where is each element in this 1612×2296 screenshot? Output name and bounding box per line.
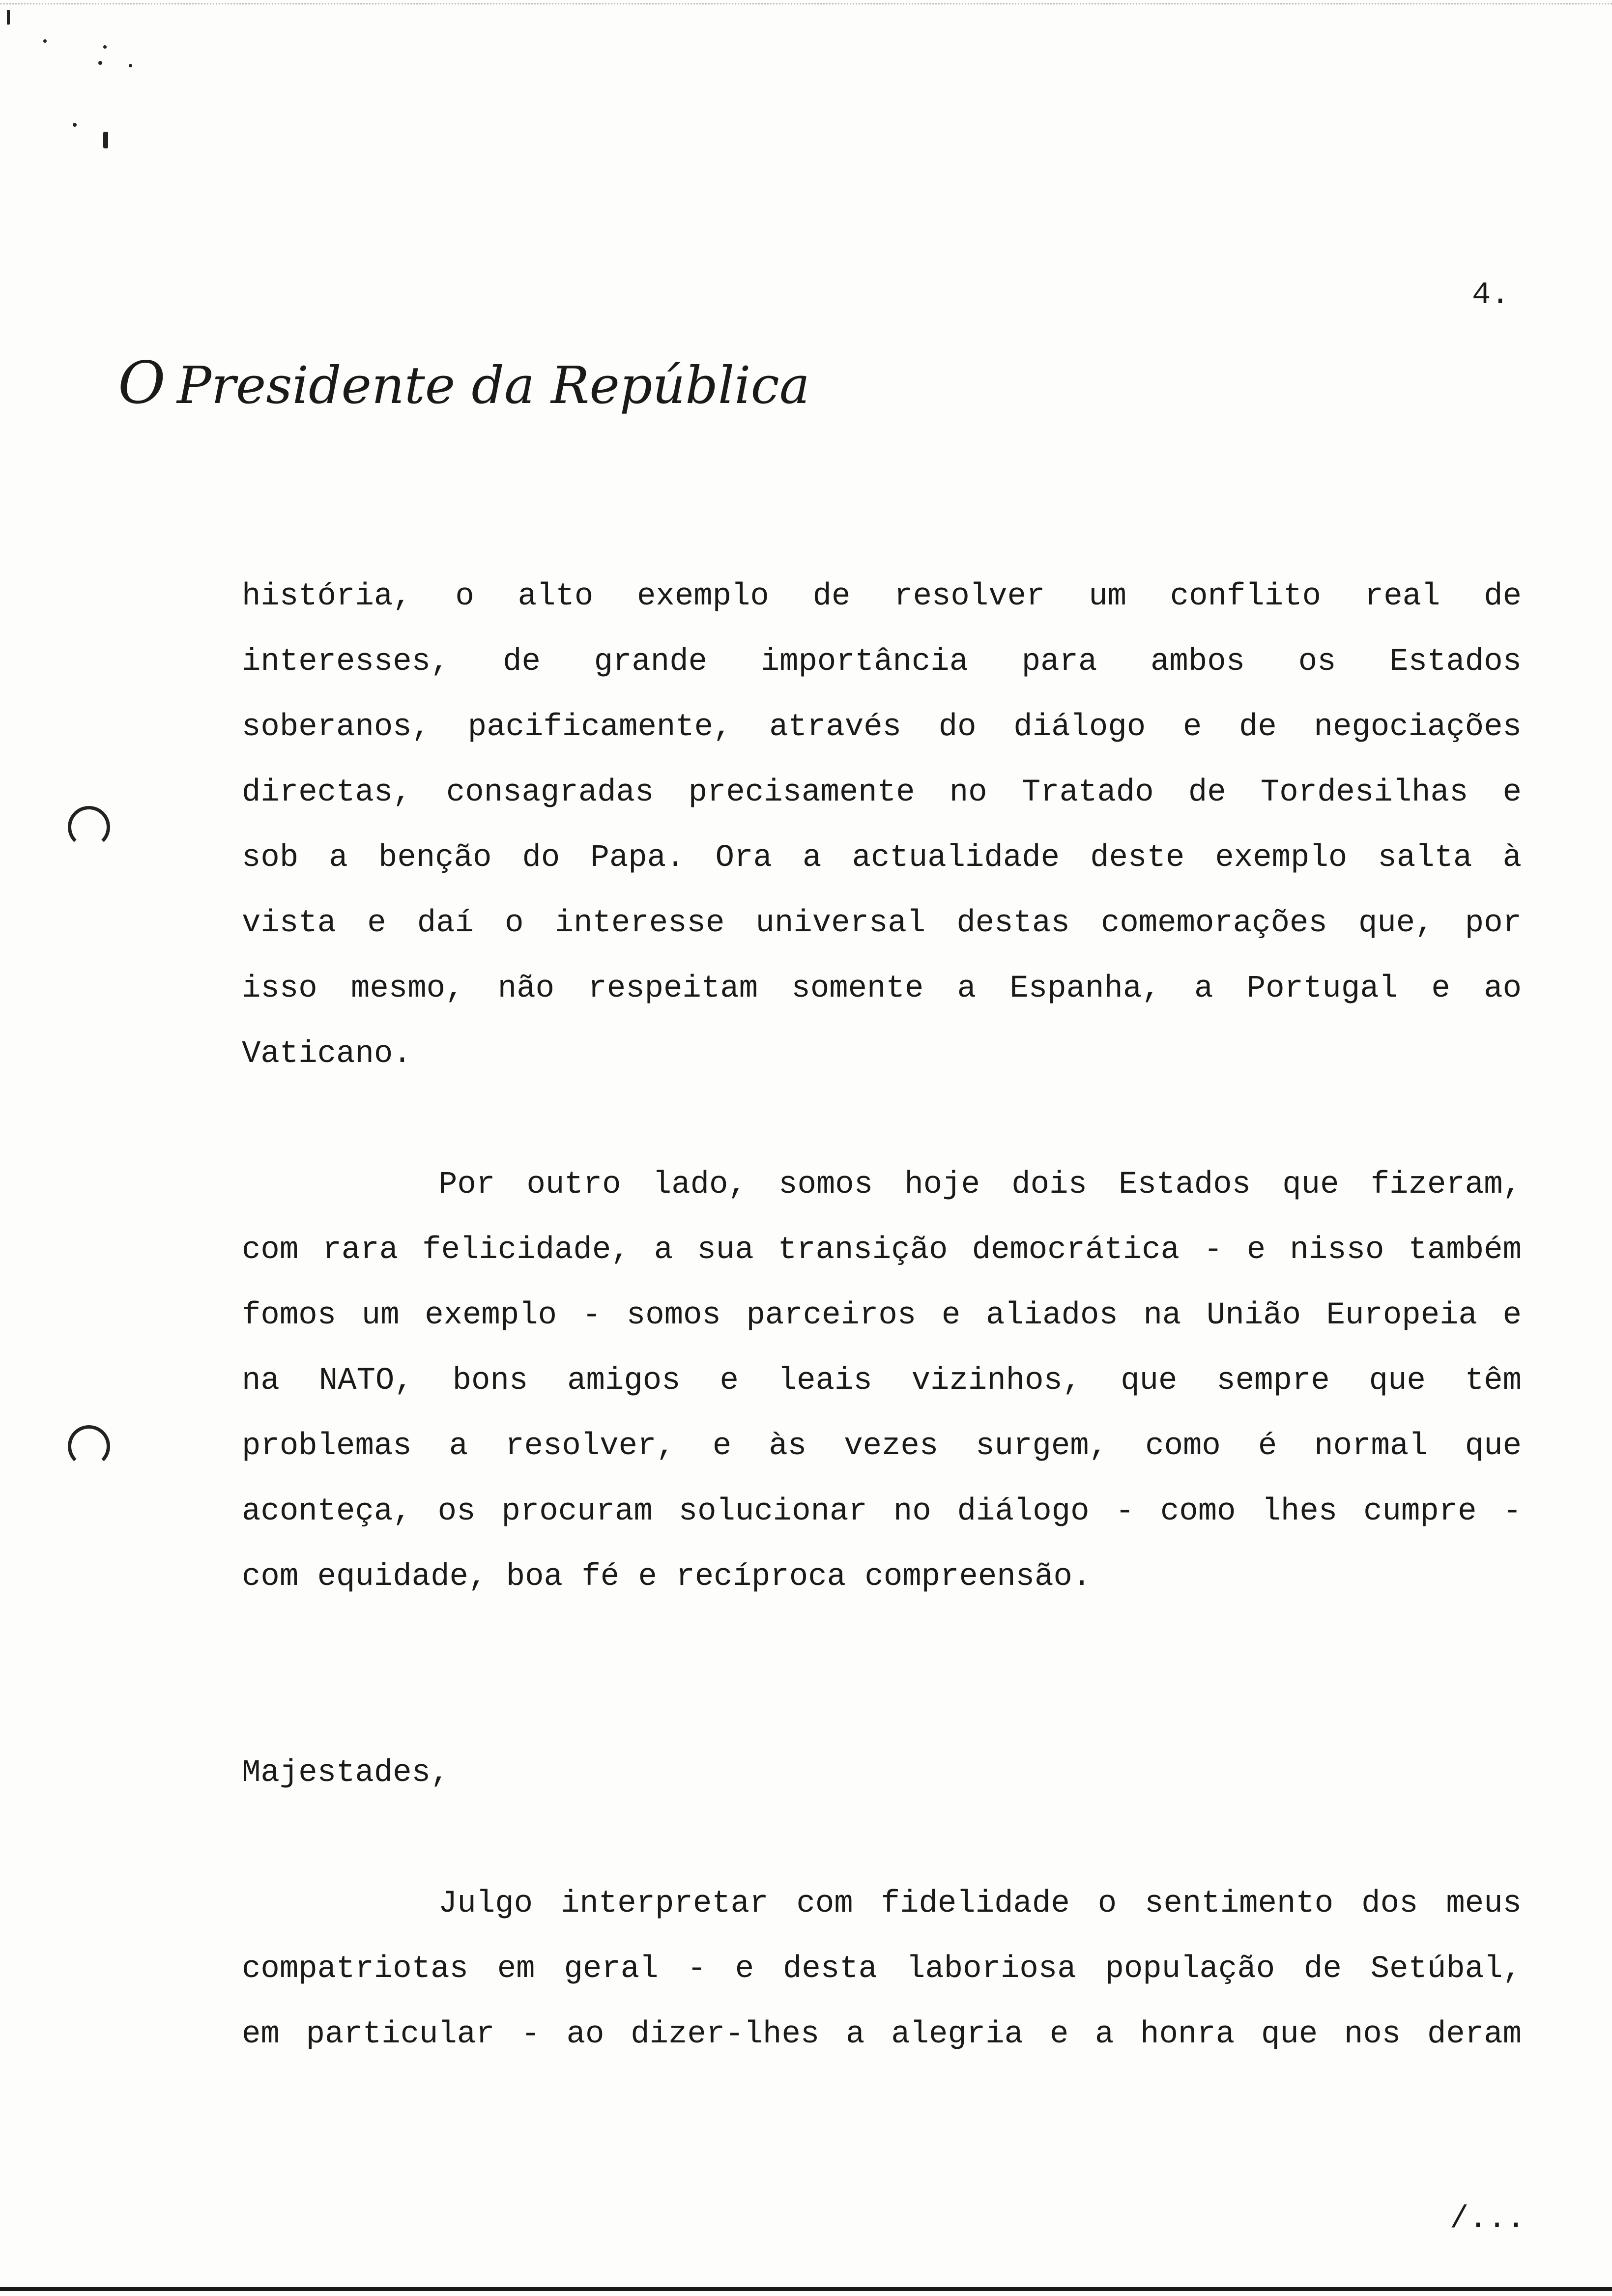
text-line: compatriotas em geral - e desta laboriosa população de Setúbal, bbox=[242, 1952, 1522, 1987]
text-line: sob a benção do Papa. Ora a actualidade deste exemplo salta à bbox=[242, 840, 1522, 876]
text-line: problemas a resolver, e às vezes surgem, como é normal que bbox=[242, 1429, 1522, 1464]
punch-hole-bottom bbox=[68, 1425, 110, 1467]
text-line: com equidade, boa fé e recíproca compreensão. bbox=[242, 1559, 1092, 1595]
text-line: aconteça, os procuram solucionar no diálogo - como lhes cumpre - bbox=[242, 1494, 1522, 1529]
letter-body bbox=[242, 564, 1522, 2067]
paragraph-1 bbox=[242, 564, 1522, 1087]
text-line: na NATO, bons amigos e leais vizinhos, que sempre que têm bbox=[242, 1363, 1522, 1399]
paragraph-3 bbox=[242, 1871, 1522, 2067]
salutation bbox=[242, 1741, 1522, 1806]
continuation-mark: /... bbox=[1450, 2202, 1526, 2237]
text-line: Vaticano. bbox=[242, 1036, 412, 1072]
text-line: fomos um exemplo - somos parceiros e aliados na União Europeia e bbox=[242, 1298, 1522, 1333]
text-line: em particular - ao dizer-lhes a alegria e a honra que nos deram bbox=[242, 2017, 1522, 2052]
svg-text:O: O bbox=[118, 349, 166, 417]
text-line: Majestades, bbox=[242, 1755, 450, 1791]
letterhead-logo bbox=[118, 349, 810, 423]
page-number: 4. bbox=[1472, 278, 1510, 313]
scan-top-edge bbox=[0, 3, 1612, 4]
text-line: Julgo interpretar com fidelidade o sentimento dos meus bbox=[438, 1886, 1522, 1922]
text-line: história, o alto exemplo de resolver um conflito real de bbox=[242, 579, 1522, 614]
text-line: vista e daí o interesse universal destas comemorações que, por bbox=[242, 906, 1522, 941]
text-line: directas, consagradas precisamente no Tratado de Tordesilhas e bbox=[242, 775, 1522, 810]
text-line: Por outro lado, somos hoje dois Estados que fizeram, bbox=[438, 1167, 1522, 1203]
punch-hole-top bbox=[68, 806, 110, 848]
paragraph-2 bbox=[242, 1152, 1522, 1610]
svg-text:Presidente da República: Presidente da República bbox=[177, 355, 810, 415]
text-line: interesses, de grande importância para ambos os Estados bbox=[242, 644, 1522, 680]
text-line: isso mesmo, não respeitam somente a Espanha, a Portugal e ao bbox=[242, 971, 1522, 1006]
text-line: com rara felicidade, a sua transição democrática - e nisso também bbox=[242, 1233, 1522, 1268]
scan-bottom-edge bbox=[0, 2287, 1612, 2291]
text-line: soberanos, pacificamente, através do diálogo e de negociações bbox=[242, 710, 1522, 745]
